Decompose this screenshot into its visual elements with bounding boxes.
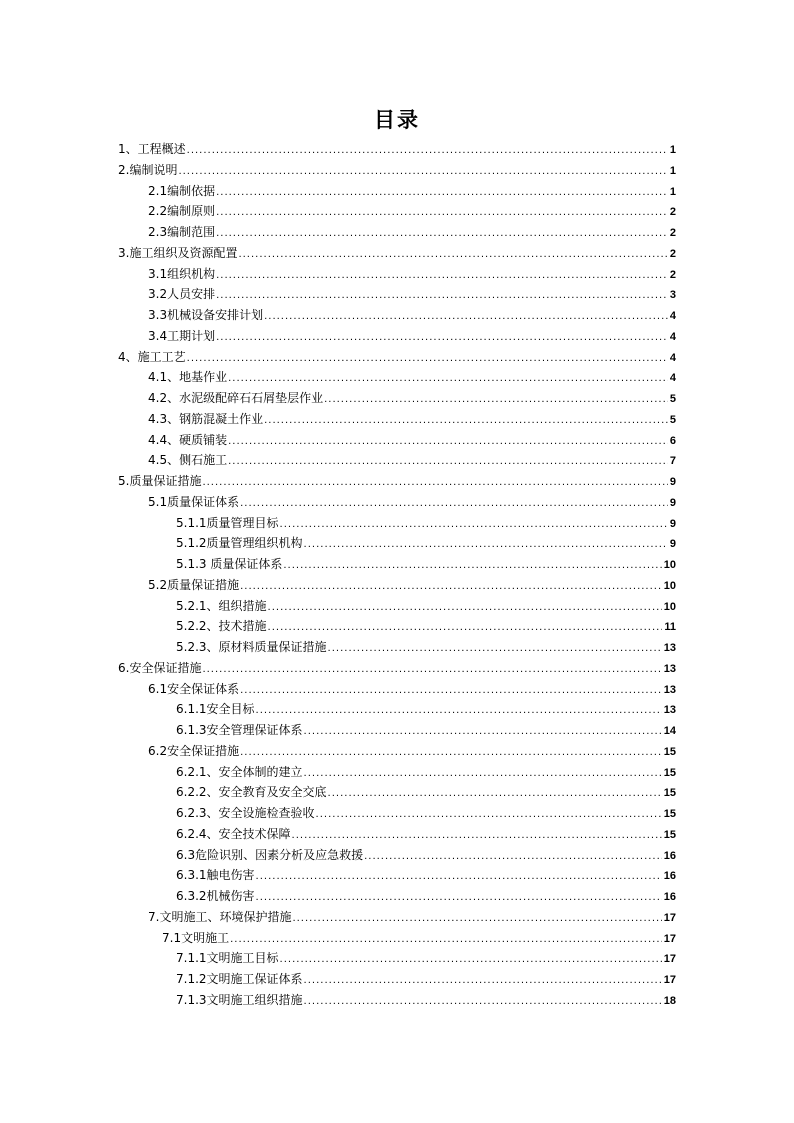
toc-entry-page-number: 16 [663,891,676,903]
toc-entry-page-number: 17 [663,953,676,966]
toc-entry[interactable] [118,616,676,637]
toc-entry-page-number: 16 [663,849,676,862]
toc-dot-leader [292,909,661,930]
toc-dot-leader [216,224,668,245]
toc-entry[interactable] [118,450,676,471]
toc-entry-label: 7.文明施工、环境保护措施 [148,909,292,924]
toc-entry-label: 4.1、地基作业 [148,370,228,385]
toc-entry[interactable] [118,554,676,575]
toc-entry-page-number: 13 [663,662,676,675]
toc-entry[interactable] [118,367,676,388]
toc-entry-page-number: 3 [669,289,676,302]
toc-entry-page-number: 15 [663,828,676,841]
toc-dot-leader [240,681,662,702]
toc-entry[interactable] [118,222,676,243]
toc-entry-label: 4、施工工艺 [118,349,186,364]
toc-dot-leader [256,888,662,909]
toc-entry-page-number: 9 [669,496,676,509]
toc-entry[interactable] [118,658,676,679]
toc-dot-leader [202,473,667,494]
toc-dot-leader [283,556,661,577]
toc-entry[interactable] [118,969,676,990]
toc-entry[interactable] [118,596,676,617]
toc-entry[interactable] [118,782,676,803]
toc-entry-label: 7.1文明施工 [162,930,230,945]
toc-entry[interactable] [118,886,676,907]
toc-entry-page-number: 15 [663,766,676,779]
toc-dot-leader [238,245,667,266]
toc-entry-page-number: 14 [663,725,676,737]
toc-entry-label: 3.施工组织及资源配置 [118,245,238,260]
toc-entry-label: 7.1.3文明施工组织措施 [176,992,303,1007]
toc-entry[interactable] [118,803,676,824]
toc-entry-label: 6.3.2机械伤害 [176,889,255,903]
toc-entry-page-number: 11 [664,621,676,634]
toc-entry-page-number: 10 [663,559,676,571]
toc-entry-label: 6.1.1安全目标 [176,702,255,717]
toc-entry-label: 2.编制说明 [118,162,178,177]
toc-dot-leader [304,971,662,992]
toc-dot-leader [268,618,663,639]
toc-entry-label: 5.2.2、技术措施 [176,619,267,634]
toc-entry-page-number: 4 [669,330,676,343]
toc-entry[interactable] [118,762,676,783]
toc-entry[interactable] [118,990,676,1011]
toc-entry-page-number: 16 [663,870,676,883]
toc-entry-page-number: 1 [669,164,676,177]
toc-entry[interactable] [118,347,676,368]
toc-entry-page-number: 13 [663,642,676,654]
toc-entry-page-number: 13 [663,704,676,717]
toc-entry[interactable] [118,513,676,534]
toc-entry-label: 5.1.2质量管理组织机构 [176,536,303,551]
toc-dot-leader [364,847,662,868]
toc-entry-label: 2.1编制依据 [148,183,216,198]
toc-entry-page-number: 4 [669,351,676,364]
toc-entry-label: 6.安全保证措施 [118,660,202,675]
toc-entry-page-number: 17 [663,974,676,986]
toc-entry[interactable] [118,679,676,700]
toc-entry-label: 6.2.3、安全设施检查验收 [176,806,315,820]
toc-entry[interactable] [118,928,676,949]
toc-entry-label: 3.3机械设备安排计划 [148,308,264,322]
toc-dot-leader [280,950,662,971]
toc-entry-label: 3.4工期计划 [148,328,216,343]
toc-entry-page-number: 5 [669,393,676,405]
toc-entry-label: 6.3.1触电伤害 [176,868,255,883]
toc-dot-leader [216,183,668,204]
toc-dot-leader [216,203,668,224]
toc-entry-label: 6.2.4、安全技术保障 [176,826,291,841]
toc-dot-leader [230,930,662,951]
toc-entry-label: 7.1.2文明施工保证体系 [176,972,303,986]
table-of-contents [118,139,676,1011]
toc-entry-label: 4.4、硬质铺装 [148,432,228,447]
toc-dot-leader [178,162,667,183]
toc-entry[interactable] [118,471,676,492]
toc-entry-page-number: 2 [669,247,676,260]
toc-entry[interactable] [118,201,676,222]
toc-entry-label: 5.质量保证措施 [118,474,202,488]
toc-entry-page-number: 10 [663,600,676,613]
toc-entry[interactable] [118,181,676,202]
toc-dot-leader [256,867,662,888]
toc-entry-page-number: 18 [663,994,676,1007]
toc-entry-page-number: 9 [669,476,676,488]
toc-dot-leader [202,660,661,681]
toc-entry-page-number: 13 [663,683,676,696]
toc-dot-leader [264,411,668,432]
toc-entry-page-number: 9 [669,538,676,551]
toc-entry[interactable] [118,907,676,928]
toc-dot-leader [316,805,662,826]
toc-dot-leader [328,784,662,805]
toc-dot-leader [240,577,662,598]
toc-entry[interactable] [118,741,676,762]
toc-dot-leader [328,639,662,660]
toc-entry[interactable] [118,409,676,430]
toc-dot-leader [228,452,668,473]
toc-dot-leader [280,515,668,536]
toc-dot-leader [240,494,668,515]
toc-entry[interactable] [118,533,676,554]
toc-entry-label: 5.2.1、组织措施 [176,598,267,613]
toc-entry-page-number: 17 [663,932,676,945]
toc-entry-label: 4.3、钢筋混凝土作业 [148,411,264,426]
toc-entry-page-number: 2 [669,227,676,239]
toc-entry-page-number: 10 [663,579,676,592]
toc-entry-page-number: 1 [669,185,676,198]
toc-entry[interactable] [118,492,676,513]
toc-entry-page-number: 9 [669,517,676,530]
toc-dot-leader [216,266,668,287]
toc-dot-leader [292,826,662,847]
toc-dot-leader [256,701,662,722]
toc-entry-page-number: 1 [669,144,676,156]
toc-entry-page-number: 17 [663,911,676,924]
toc-entry[interactable] [118,243,676,264]
toc-entry-page-number: 15 [663,745,676,758]
toc-entry-page-number: 5 [669,413,676,426]
toc-entry-label: 5.1质量保证体系 [148,494,240,509]
toc-entry-label: 6.2.1、安全体制的建立 [176,764,303,779]
toc-entry[interactable] [118,865,676,886]
toc-entry-page-number: 4 [669,310,676,322]
toc-entry-label: 5.1.1质量管理目标 [176,515,279,530]
toc-entry-label: 2.2编制原则 [148,204,216,219]
toc-dot-leader [228,432,668,453]
toc-dot-leader [187,349,668,370]
toc-entry-label: 6.2.2、安全教育及安全交底 [176,785,327,800]
toc-dot-leader [240,743,662,764]
toc-entry-label: 6.3危险识别、因素分析及应急救援 [176,847,364,862]
toc-entry-label: 7.1.1文明施工目标 [176,951,279,966]
toc-entry-label: 4.5、侧石施工 [148,453,228,468]
toc-entry[interactable] [118,264,676,285]
toc-dot-leader [268,598,662,619]
toc-entry-page-number: 4 [669,372,676,385]
toc-entry[interactable] [118,326,676,347]
toc-dot-leader [304,535,668,556]
toc-entry-label: 6.2安全保证措施 [148,743,240,758]
toc-entry[interactable] [118,284,676,305]
toc-entry-page-number: 15 [663,787,676,800]
toc-entry-label: 6.1.3安全管理保证体系 [176,723,303,737]
toc-entry-page-number: 15 [663,808,676,820]
toc-entry[interactable] [118,388,676,409]
toc-entry-label: 1、工程概述 [118,142,186,156]
toc-entry[interactable] [118,637,676,658]
toc-dot-leader [304,764,662,785]
toc-entry-label: 5.2.3、原材料质量保证措施 [176,640,327,654]
toc-entry[interactable] [118,139,676,160]
toc-entry[interactable] [118,845,676,866]
toc-entry[interactable] [118,305,676,326]
toc-dot-leader [187,141,668,162]
toc-dot-leader [304,722,662,743]
toc-entry-label: 3.1组织机构 [148,266,216,281]
toc-entry-label: 5.1.3 质量保证体系 [176,557,283,571]
toc-entry[interactable] [118,430,676,451]
toc-entry[interactable] [118,948,676,969]
toc-dot-leader [264,307,668,328]
toc-entry[interactable] [118,824,676,845]
toc-entry-page-number: 7 [669,455,676,468]
toc-entry-label: 5.2质量保证措施 [148,577,240,592]
toc-dot-leader [228,369,668,390]
toc-entry-label: 2.3编制范围 [148,225,216,239]
toc-entry-label: 4.2、水泥级配碎石石屑垫层作业 [148,391,324,405]
toc-dot-leader [304,992,662,1013]
document-title: 目录 [374,107,420,132]
toc-entry-page-number: 2 [669,268,676,281]
toc-entry-page-number: 6 [669,434,676,447]
toc-dot-leader [324,390,668,411]
toc-entry-page-number: 2 [669,206,676,219]
toc-dot-leader [216,328,668,349]
toc-entry-label: 6.1安全保证体系 [148,681,240,696]
toc-dot-leader [216,286,668,307]
toc-entry[interactable] [118,575,676,596]
toc-entry-label: 3.2人员安排 [148,287,216,302]
toc-entry[interactable] [118,160,676,181]
toc-entry[interactable] [118,720,676,741]
toc-entry[interactable] [118,699,676,720]
